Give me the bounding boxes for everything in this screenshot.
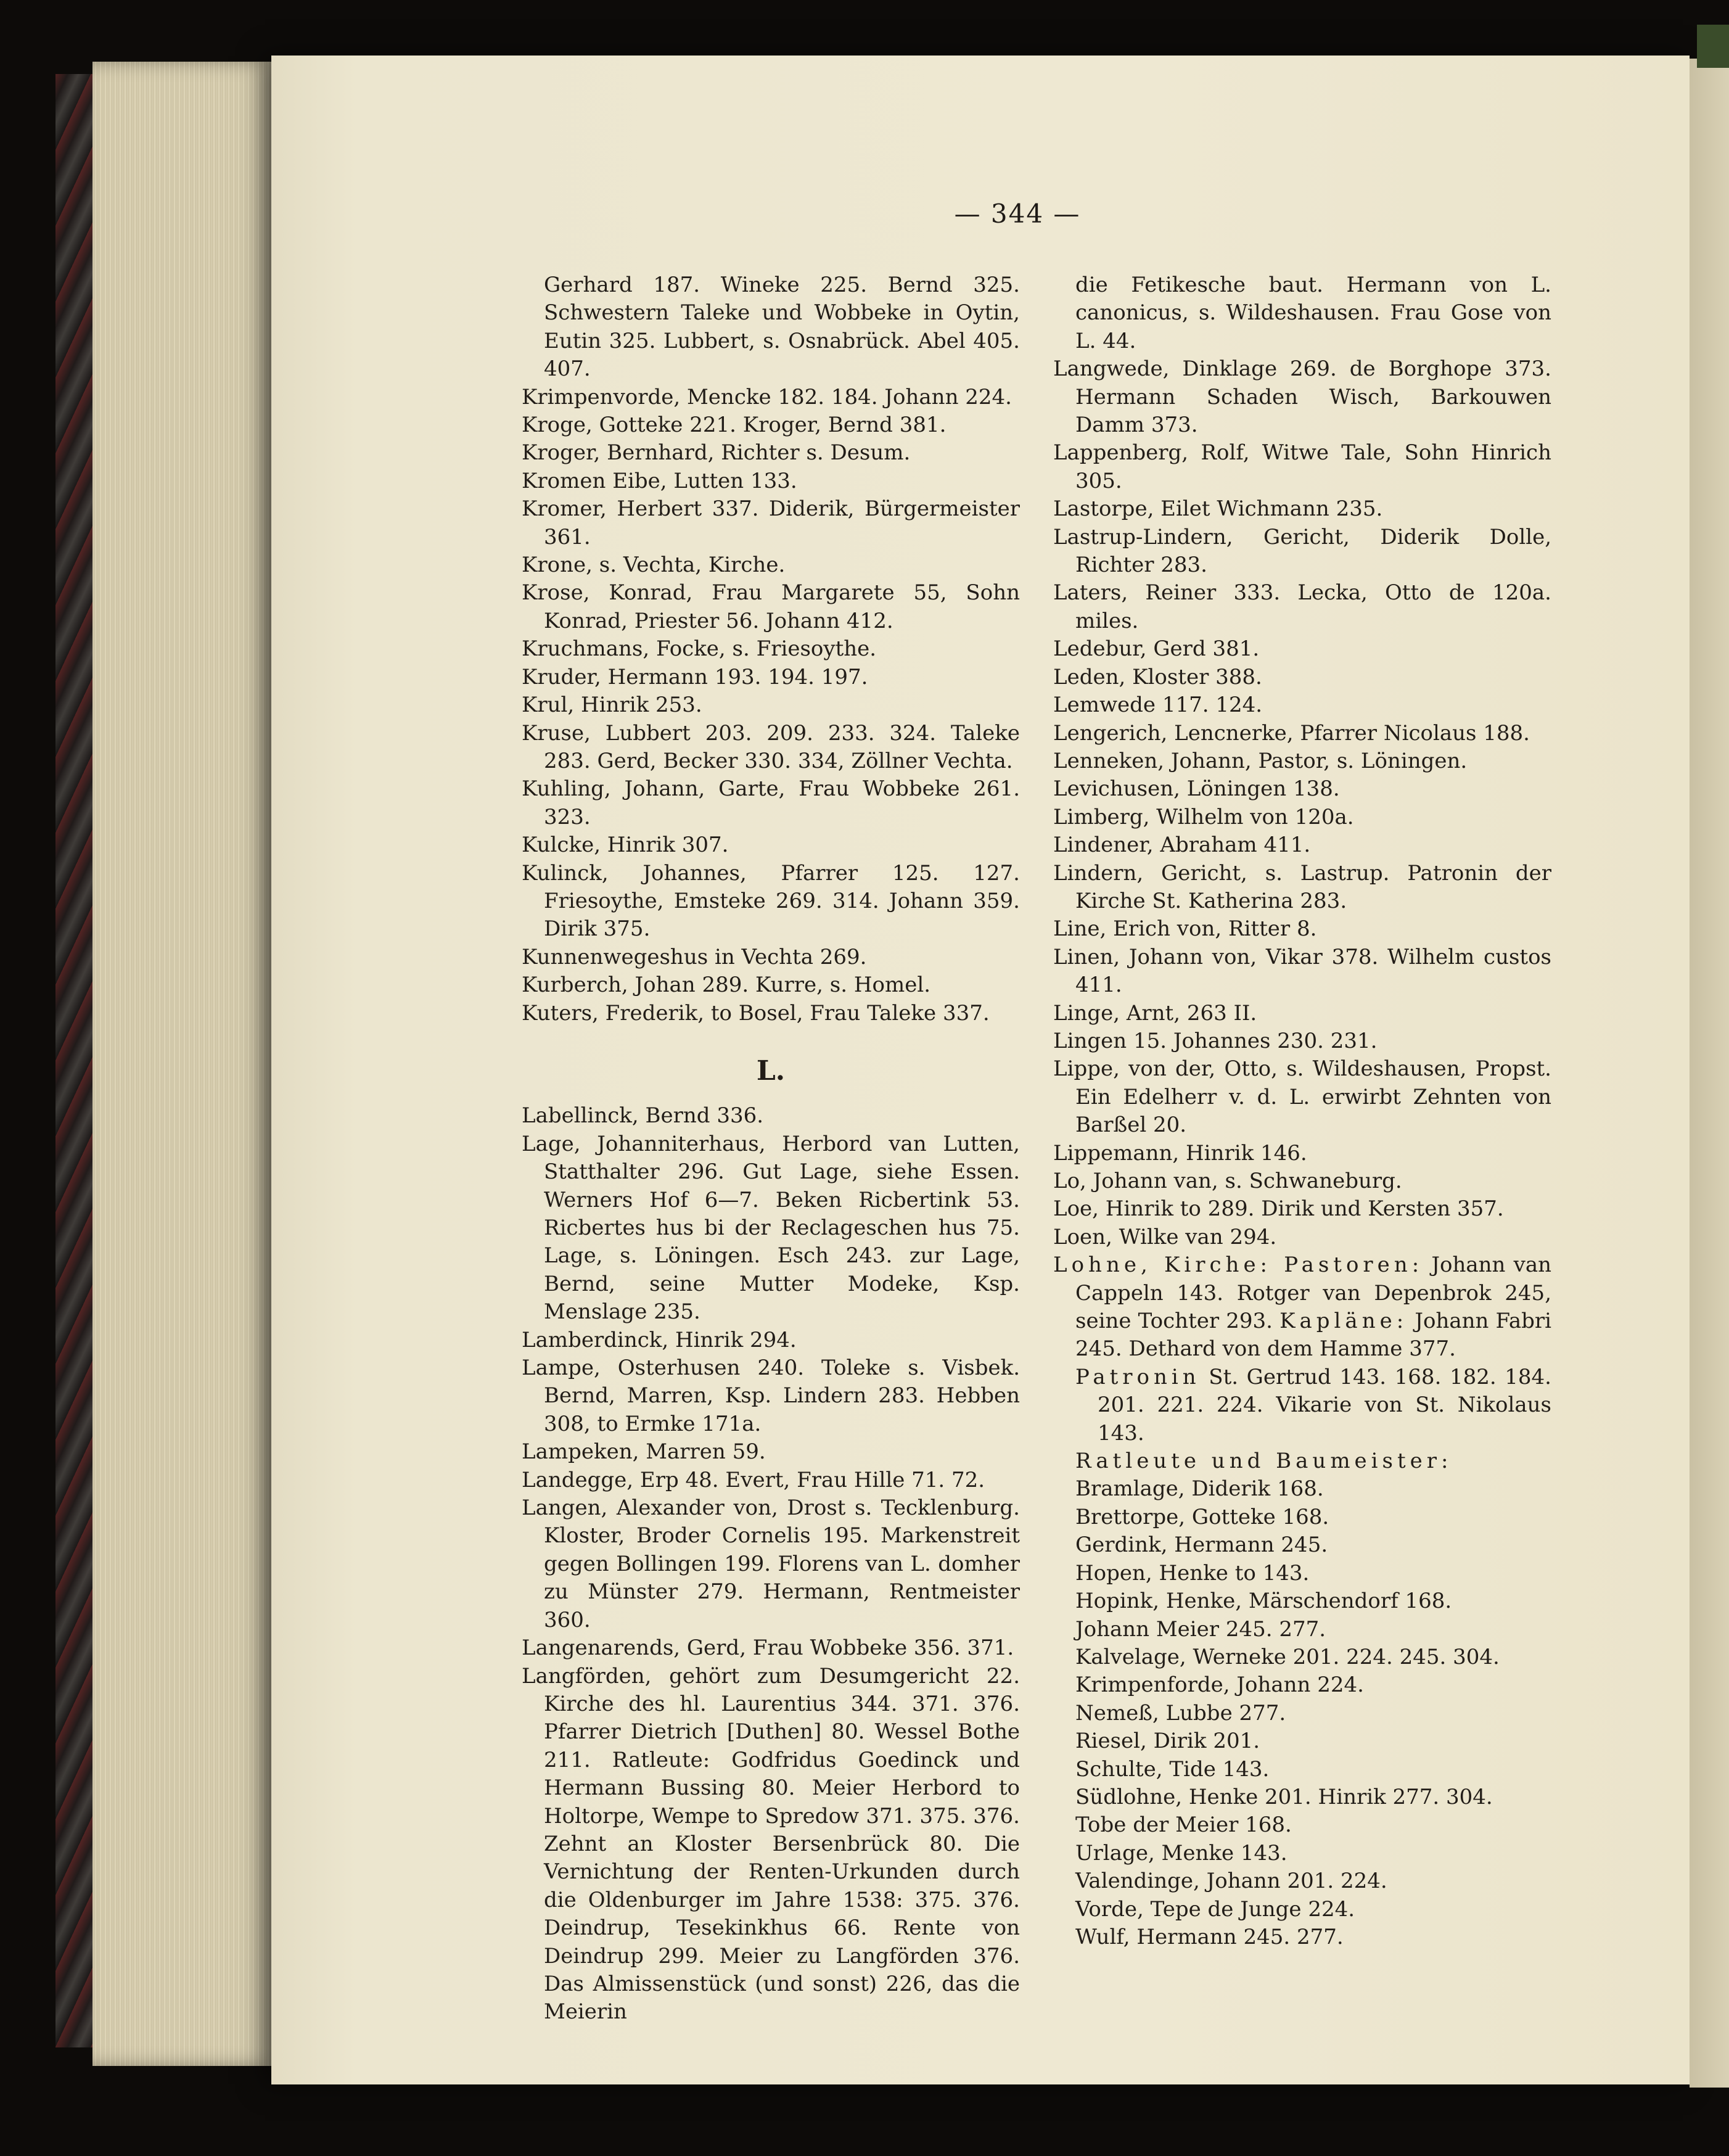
index-entry: Krone, s. Vechta, Kirche.	[522, 553, 786, 578]
section-heading: L.	[756, 1055, 786, 1087]
index-entry: Linen, Johann von, Vikar 378. Wilhelm custos 411.	[1053, 944, 1551, 998]
index-subentry: Johann Meier 245. 277.	[1075, 1616, 1326, 1642]
index-entry: Laters, Reiner 333. Lecka, Otto de 120a. miles.	[1053, 580, 1551, 633]
patronin-text: St. Gertrud 143. 168. 182. 184. 201. 221. 224. Vikarie von St. Nikolaus 143.	[1098, 1364, 1551, 1446]
index-entry: Krul, Hinrik 253.	[522, 693, 702, 718]
index-subentry: Hopen, Henke to 143.	[1075, 1560, 1310, 1586]
index-column-left	[522, 271, 1020, 2026]
index-entry: Ledebur, Gerd 381.	[1053, 636, 1260, 662]
index-entry: Kulcke, Hinrik 307.	[522, 833, 729, 858]
index-entry: Kromer, Herbert 337. Diderik, Bürgermeister 361.	[522, 496, 1020, 549]
index-entry: Lippemann, Hinrik 146.	[1053, 1140, 1307, 1166]
index-entry: Loe, Hinrik to 289. Dirik und Kersten 357.	[1053, 1196, 1504, 1222]
index-subentry: Nemeß, Lubbe 277.	[1075, 1700, 1286, 1726]
index-entry: Kunnenwegeshus in Vechta 269.	[522, 944, 867, 969]
index-entry: Langen, Alexander von, Drost s. Tecklenburg. Kloster, Broder Cornelis 195. Markenstreit gegen Bollingen 199. Florens van L. domher zu Münster 279. Hermann, Rentmeister 360.	[522, 1496, 1020, 1632]
index-subentry: Riesel, Dirik 201.	[1075, 1729, 1260, 1754]
index-entry: Labellinck, Bernd 336.	[522, 1103, 764, 1129]
index-entry: Kuhling, Johann, Garte, Frau Wobbeke 261. 323.	[522, 776, 1020, 829]
page-number: — 344 —	[954, 199, 1081, 229]
page-edges	[92, 62, 277, 2066]
index-entry: Kruchmans, Focke, s. Friesoythe.	[522, 636, 877, 662]
index-entry: Lastorpe, Eilet Wichmann 235.	[1053, 496, 1383, 522]
index-subentry: Urlage, Menke 143.	[1075, 1840, 1288, 1866]
index-entry: Lenneken, Johann, Pastor, s. Löningen.	[1053, 748, 1468, 773]
index-subentry: Gerdink, Hermann 245.	[1075, 1533, 1328, 1558]
index-subentry: Wulf, Hermann 245. 277.	[1075, 1924, 1344, 1949]
index-subentry: Hopink, Henke, Märschendorf 168.	[1075, 1589, 1452, 1614]
index-subentry: Tobe der Meier 168.	[1075, 1812, 1292, 1838]
index-entry: Krose, Konrad, Frau Margarete 55, Sohn Konrad, Priester 56. Johann 412.	[522, 580, 1020, 633]
index-entry: Langwede, Dinklage 269. de Borghope 373. Hermann Schaden Wisch, Barkouwen Damm 373.	[1053, 356, 1551, 438]
index-entry: Lengerich, Lencnerke, Pfarrer Nicolaus 188.	[1053, 720, 1530, 746]
index-entry: Limberg, Wilhelm von 120a.	[1053, 804, 1354, 829]
lohne-heading: Lohne, Kirche: Pastoren:	[1053, 1253, 1424, 1278]
index-entry: Lampeken, Marren 59.	[522, 1439, 766, 1465]
index-subentry: Valendinge, Johann 201. 224.	[1075, 1869, 1387, 1894]
index-column-right	[1053, 271, 1551, 1951]
index-entry: die Fetikesche baut. Hermann von L. canonicus, s. Wildeshausen. Frau Gose von L. 44.	[1075, 273, 1551, 353]
index-entry-lohne	[1053, 1251, 1551, 1364]
patronin-label: Patronin	[1075, 1364, 1201, 1389]
index-entry: Lo, Johann van, s. Schwaneburg.	[1053, 1169, 1402, 1193]
index-subentry: Vorde, Tepe de Junge 224.	[1075, 1896, 1355, 1922]
index-entry: Kroger, Bernhard, Richter s. Desum.	[522, 440, 911, 466]
index-entry: Lastrup-Lindern, Gericht, Diderik Dolle, Richter 283.	[1053, 524, 1551, 578]
index-entry: Linge, Arnt, 263 II.	[1053, 1000, 1257, 1026]
index-entry: Lappenberg, Rolf, Witwe Tale, Sohn Hinrich 305.	[1053, 440, 1551, 493]
lohne-kaplaene: Johann Fabri 245. Dethard von dem Hamme 377.	[1075, 1309, 1552, 1362]
color-card-corner	[1697, 25, 1729, 68]
index-entry: Lampe, Osterhusen 240. Toleke s. Visbek. Bernd, Marren, Ksp. Lindern 283. Hebben 308, to Ermke 171a.	[522, 1356, 1020, 1436]
index-subentry: Schulte, Tide 143.	[1075, 1756, 1270, 1782]
index-entry: Landegge, Erp 48. Evert, Frau Hille 71. 72.	[522, 1467, 985, 1492]
index-entry: Kruder, Hermann 193. 194. 197.	[522, 664, 868, 689]
index-subheading-ratleute	[1053, 1447, 1551, 1475]
index-entry: Lindern, Gericht, s. Lastrup. Patronin der Kirche St. Katherina 283.	[1053, 860, 1551, 913]
index-entry: Kromen Eibe, Lutten 133.	[522, 468, 797, 493]
lohne-pastoren: Johann van Cappeln 143. Rotger van Depenbrok 245, seine Tochter 293.	[1075, 1253, 1551, 1334]
index-entry: Kulinck, Johannes, Pfarrer 125. 127. Friesoythe, Emsteke 269. 314. Johann 359. Dirik 375.	[522, 860, 1020, 942]
index-entry: Langenarends, Gerd, Frau Wobbeke 356. 371.	[522, 1636, 1014, 1661]
index-subentry: Bramlage, Diderik 168.	[1075, 1476, 1324, 1502]
next-page-sliver	[1690, 59, 1729, 2088]
index-subentry: Kalvelage, Werneke 201. 224. 245. 304.	[1075, 1644, 1500, 1669]
lohne-kaplaene-label: Kapläne:	[1279, 1309, 1408, 1334]
index-entry: Loen, Wilke van 294.	[1053, 1224, 1277, 1249]
index-subentry: Brettorpe, Gotteke 168.	[1075, 1504, 1329, 1529]
index-entry: Levichusen, Löningen 138.	[1053, 776, 1340, 802]
index-entry: Lage, Johanniterhaus, Herbord van Lutten, Statthalter 296. Gut Lage, siehe Essen. Werners Hof 6—7. Beken Ricbertink 53. Ricbertes hus bi der Reclageschen hus 75. Lage, s. Löningen. Esch 243. zur Lage, Bernd, seine Mutter Modeke, Ksp. Menslage 235.	[522, 1131, 1020, 1325]
index-entry: Kroge, Gotteke 221. Kroger, Bernd 381.	[522, 413, 947, 438]
index-entry: Kurberch, Johan 289. Kurre, s. Homel.	[522, 973, 930, 998]
index-entry: Gerhard 187. Wineke 225. Bernd 325. Schwestern Taleke und Wobbeke in Oytin, Eutin 325. Lubbert, s. Osnabrück. Abel 405. 407.	[544, 273, 1020, 382]
index-entry: Line, Erich von, Ritter 8.	[1053, 916, 1317, 942]
index-subentry-patronin	[1053, 1364, 1551, 1447]
index-entry: Lindener, Abraham 411.	[1053, 833, 1311, 858]
index-subentry: Krimpenforde, Johann 224.	[1075, 1673, 1364, 1698]
index-subentry: Südlohne, Henke 201. Hinrik 277. 304.	[1075, 1784, 1493, 1809]
index-entry: Lemwede 117. 124.	[1053, 693, 1263, 718]
index-entry: Langförden, gehört zum Desumgericht 22. Kirche des hl. Laurentius 344. 371. 376. Pfarrer Dietrich [Duthen] 80. Wessel Bothe 211. Ratleute: Godfridus Goedinck und Hermann Bussing 80. Meier Herbord to Holtorpe, Wempe to Spredow 371. 375. 376. Zehnt an Kloster Bersenbrück 80. Die Vernichtung der Renten-Urkunden durch die Oldenburger im Jahre 1538: 375. 376. Deindrup, Tesekinkhus 66. Rente von Deindrup 299. Meier zu Langförden 376. Das Almissenstück (und sonst) 226, das die Meierin	[522, 1663, 1020, 2025]
index-entry: Leden, Kloster 388.	[1053, 664, 1262, 689]
index-entry: Krimpenvorde, Mencke 182. 184. Johann 224.	[522, 384, 1012, 409]
index-entry: Lingen 15. Johannes 230. 231.	[1053, 1028, 1378, 1053]
index-entry: Lamberdinck, Hinrik 294.	[522, 1327, 797, 1352]
index-entry: Kuters, Frederik, to Bosel, Frau Taleke 337.	[522, 1000, 990, 1026]
ratleute-label: Ratleute und Baumeister:	[1075, 1449, 1453, 1474]
index-entry: Lippe, von der, Otto, s. Wildeshausen, Propst. Ein Edelherr v. d. L. erwirbt Zehnten von Barßel 20.	[1053, 1056, 1551, 1138]
index-entry: Kruse, Lubbert 203. 209. 233. 324. Taleke 283. Gerd, Becker 330. 334, Zöllner Vechta.	[522, 720, 1020, 773]
